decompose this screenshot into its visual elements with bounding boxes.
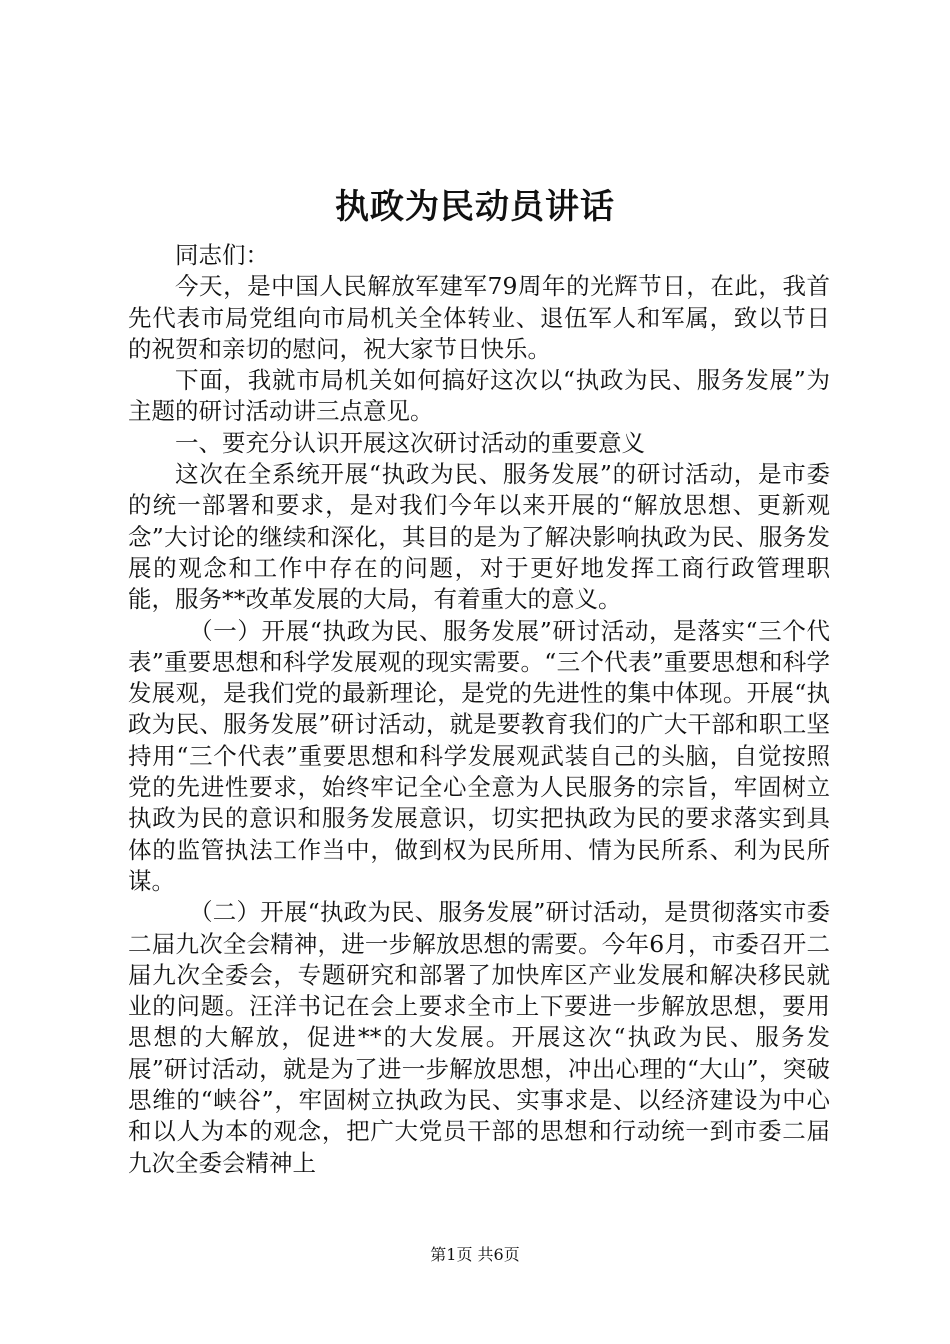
paragraph-intro: 下面，我就市局机关如何搞好这次以“执政为民、服务发展”为主题的研讨活动讲三点意见。 bbox=[128, 366, 830, 426]
paragraph-subpoint-1: （一）开展“执政为民、服务发展”研讨活动，是落实“三个代表”重要思想和科学发展观的现实需要。“三个代表”重要思想和科学发展观，是我们党的最新理论，是党的先进性的集中体现。开展“执政为民、服务发展”研讨活动，就是要教育我们的广大干部和职工坚持用“三个代表”重要思想和科学发展观武装自己的头脑，自觉按照党的先进性要求，始终牢记全心全意为人民服务的宗旨，牢固树立执政为民的意识和服务发展意识，切实把执政为民的要求落实到具体的监管执法工作当中，做到权为民所用、情为民所系、利为民所谋。 bbox=[128, 616, 830, 895]
section-heading-1: 一、要充分认识开展这次研讨活动的重要意义 bbox=[175, 428, 645, 457]
page-number-footer: 第1页 共6页 bbox=[430, 1245, 520, 1264]
paragraph-opening: 今天，是中国人民解放军建军79周年的光辉节日，在此，我首先代表市局党组向市局机关全体转业、退伍军人和军属，致以节日的祝贺和亲切的慰问，祝大家节日快乐。 bbox=[128, 272, 830, 363]
document-body bbox=[128, 240, 830, 1179]
document-title: 执政为民动员讲话 bbox=[335, 187, 615, 227]
paragraph-subpoint-2: （二）开展“执政为民、服务发展”研讨活动，是贯彻落实市委二届九次全会精神，进一步解放思想的需要。今年6月，市委召开二届九次全委会，专题研究和部署了加快库区产业发展和解决移民就业的问题。汪洋书记在会上要求全市上下要进一步解放思想，要用思想的大解放，促进**的大发展。开展这次“执政为民、服务发展”研讨活动，就是为了进一步解放思想，冲出心理的“大山”，突破思维的“峡谷”，牢固树立执政为民、实事求是、以经济建设为中心和以人为本的观念，把广大党员干部的思想和行动统一到市委二届九次全委会精神上 bbox=[128, 898, 830, 1177]
paragraph-section-1: 这次在全系统开展“执政为民、服务发展”的研讨活动，是市委的统一部署和要求，是对我们今年以来开展的“解放思想、更新观念”大讨论的继续和深化，其目的是为了解决影响执政为民、服务发展的观念和工作中存在的问题，对于更好地发挥工商行政管理职能，服务**改革发展的大局，有着重大的意义。 bbox=[128, 460, 830, 614]
salutation: 同志们： bbox=[175, 241, 269, 269]
